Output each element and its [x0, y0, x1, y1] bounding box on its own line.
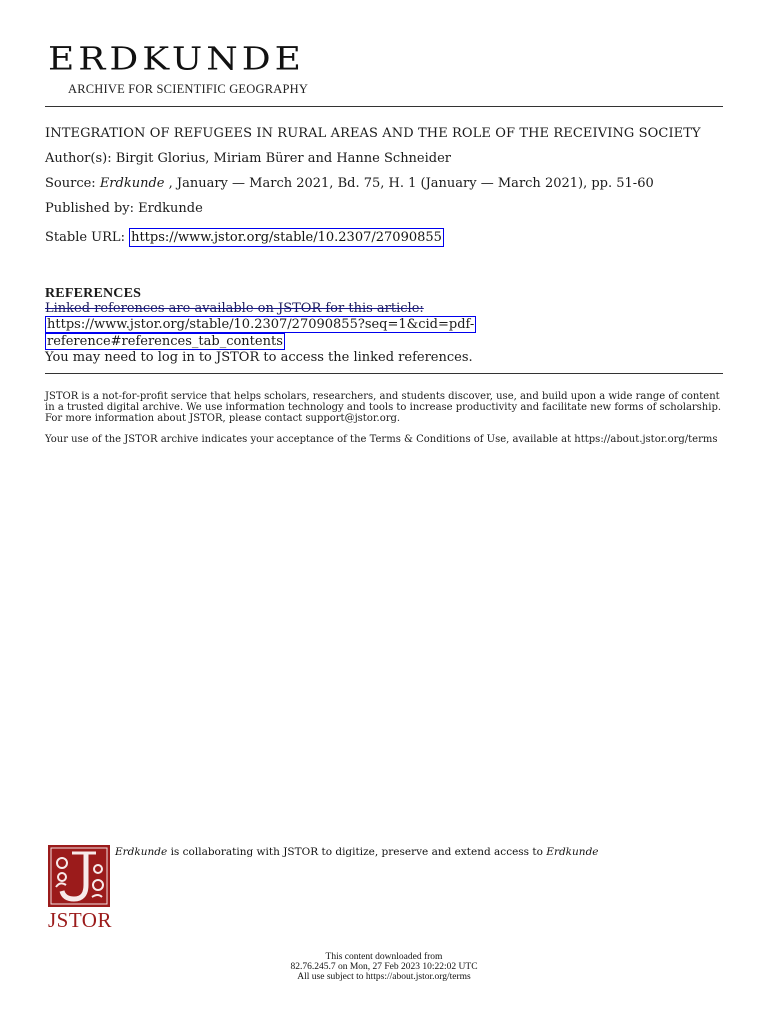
references-link[interactable]: [45, 316, 725, 350]
article-authors: Author(s): Birgit Glorius, Miriam Bürer and Hanne Schneider: [45, 151, 452, 166]
references-heading: REFERENCES: [45, 286, 142, 301]
source-journal: Erdkunde: [99, 176, 165, 191]
collab-journal-2: Erdkunde: [546, 846, 599, 858]
footer-line-1: This content downloaded from: [325, 952, 443, 962]
stable-url-link[interactable]: https://www.jstor.org/stable/10.2307/27090855: [131, 230, 442, 245]
jstor-notice: JSTOR is a not-for-profit service that helps scholars, researchers, and students discover, use, and build upon a wide range of content in a trusted digital archive. We use information technology and tools to increase productivity and facilitate new forms of scholarship. For more information about JSTOR, please contact support@jstor.org.: [45, 391, 722, 424]
references-divider: [45, 373, 723, 374]
jstor-logo-icon: [48, 845, 110, 907]
stable-url-row: [45, 228, 725, 247]
footer-line-2: 82.76.245.7 on Mon, 27 Feb 2023 10:22:02 UTC: [290, 962, 478, 972]
journal-logo-title: ERDKUNDE: [48, 41, 305, 78]
references-linked-text: Linked references are available on JSTOR for this article:: [45, 301, 424, 316]
article-metadata: [45, 126, 725, 247]
references-url-line1[interactable]: https://www.jstor.org/stable/10.2307/27090855?seq=1&cid=pdf-: [47, 317, 475, 332]
stable-url-label: Stable URL:: [45, 230, 130, 245]
source-details: , January — March 2021, Bd. 75, H. 1 (January — March 2021), pp. 51-60: [164, 176, 654, 191]
references-section: [45, 286, 725, 365]
terms-notice: Your use of the JSTOR archive indicates your acceptance of the Terms & Conditions of Use, available at https://about.jstor.org/terms: [45, 434, 718, 445]
collab-journal-1: Erdkunde: [115, 846, 168, 858]
references-url-line2[interactable]: reference#references_tab_contents: [47, 334, 283, 349]
masthead: [48, 42, 308, 97]
references-login-note: You may need to log in to JSTOR to access the linked references.: [45, 350, 473, 365]
source-prefix: Source:: [45, 176, 100, 191]
article-publisher: Published by: Erdkunde: [45, 201, 203, 216]
collab-middle: is collaborating with JSTOR to digitize, preserve and extend access to: [167, 846, 547, 858]
article-source: [45, 176, 725, 192]
download-footer: [0, 952, 768, 982]
footer-line-3: All use subject to https://about.jstor.org/terms: [297, 972, 471, 982]
jstor-wordmark: JSTOR: [48, 908, 112, 932]
jstor-logo: [48, 845, 112, 933]
header-divider: [45, 106, 723, 107]
journal-logo-subtitle: ARCHIVE FOR SCIENTIFIC GEOGRAPHY: [68, 82, 309, 96]
article-title: INTEGRATION OF REFUGEES IN RURAL AREAS AND THE ROLE OF THE RECEIVING SOCIETY: [45, 126, 701, 141]
collaboration-statement: [115, 846, 599, 858]
